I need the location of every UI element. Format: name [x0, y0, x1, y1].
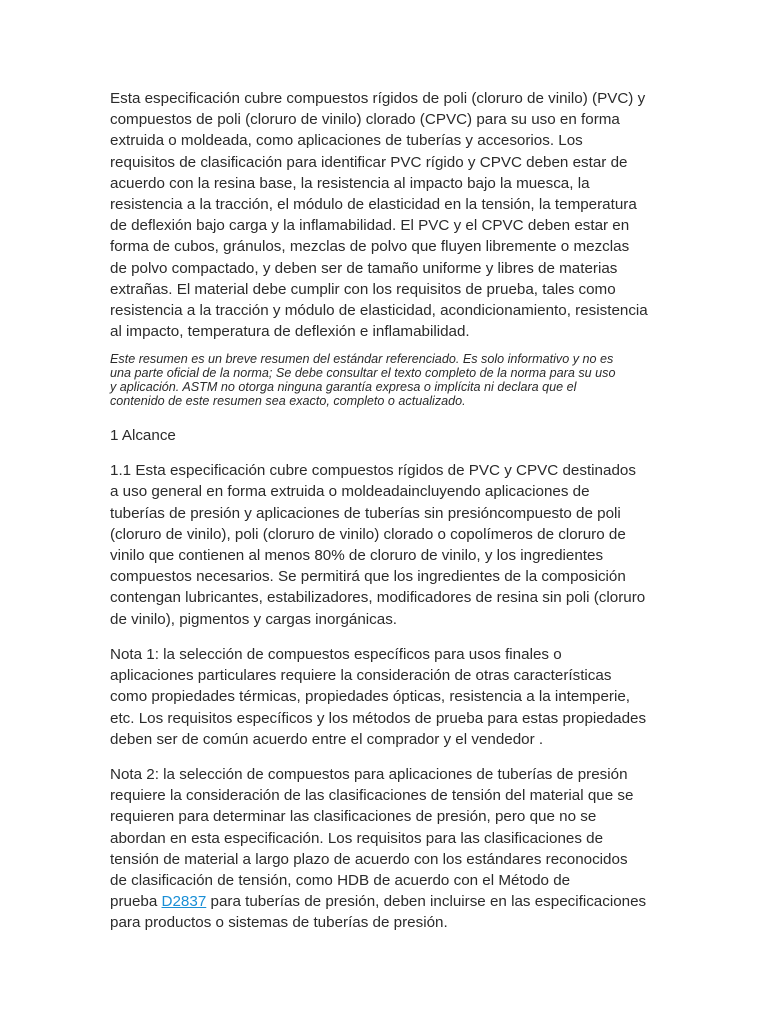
note-2-text-after: para tuberías de presión, deben incluirse en las especificaciones para productos o sistemas de tuberías de presión.: [110, 893, 647, 932]
intro-paragraph: Esta especificación cubre compuestos rígidos de poli (cloruro de vinilo) (PVC) y compuestos de poli (cloruro de vinilo) clorado (CPVC) para su uso en forma extruida o moldeada, como aplicaciones de tuberías y accesorios. Los requisitos de clasificación para identificar PVC rígido y CPVC deben estar de acuerdo con la resina base, la resistencia al impacto bajo la muesca, la resistencia a la tracción, el módulo de elasticidad en la tensión, la temperatura de deflexión bajo carga y la inflamabilidad. El PVC y el CPVC deben estar en forma de cubos, gránulos, mezclas de polvo que fluyen libremente o mezclas de polvo compactado, y deben ser de tamaño uniforme y libres de materias extrañas. El material debe cumplir con los requisitos de prueba, tales como resistencia a la tracción y módulo de elasticidad, acondicionamiento, resistencia al impacto, temperatura de deflexión e inflamabilidad.: [110, 90, 648, 341]
standard-d2837-link[interactable]: D2837: [161, 893, 207, 911]
document-body: [110, 88, 662, 934]
note-2-paragraph: [110, 764, 662, 934]
section-heading: 1 Alcance: [110, 427, 176, 445]
disclaimer-note: Este resumen es un breve resumen del estándar referenciado. Es solo informativo y no es una parte oficial de la norma; Se debe consultar el texto completo de la norma para su uso y aplicación. ASTM no otorga ninguna garantía expresa o implícita ni declara que el contenido de este resumen sea exacto, completo o actualizado.: [110, 352, 616, 409]
scope-paragraph-1-1: 1.1 Esta especificación cubre compuestos rígidos de PVC y CPVC destinados a uso general en forma extruida o moldeadaincluyendo aplicaciones de tuberías de presión y aplicaciones de tuberías sin presióncompuesto de poli (cloruro de vinilo), poli (cloruro de vinilo) clorado o copolímeros de cloruro de vinilo que contienen al menos 80% de cloruro de vinilo, y los ingredientes compuestos necesarios. Se permitirá que los ingredientes de la composición contengan lubricantes, estabilizadores, modificadores de resina sin poli (cloruro de vinilo), pigmentos y cargas inorgánicas.: [110, 462, 646, 628]
note-1-paragraph: Nota 1: la selección de compuestos específicos para usos finales o aplicaciones particulares requiere la consideración de otras características como propiedades térmicas, propiedades ópticas, resistencia a la intemperie, etc. Los requisitos específicos y los métodos de prueba para estas propiedades deben ser de común acuerdo entre el comprador y el vendedor .: [110, 645, 647, 748]
note-2-text-before: Nota 2: la selección de compuestos para aplicaciones de tuberías de presión requiere la consideración de las clasificaciones de tensión del material que se requieren para determinar las clasificaciones de presión, pero que no se abordan en esta especificación. Los requisitos para las clasificaciones de tensión de material a largo plazo de acuerdo con los estándares reconocidos de clasificación de tensión, como HDB de acuerdo con el Método de prueba: [110, 765, 634, 911]
